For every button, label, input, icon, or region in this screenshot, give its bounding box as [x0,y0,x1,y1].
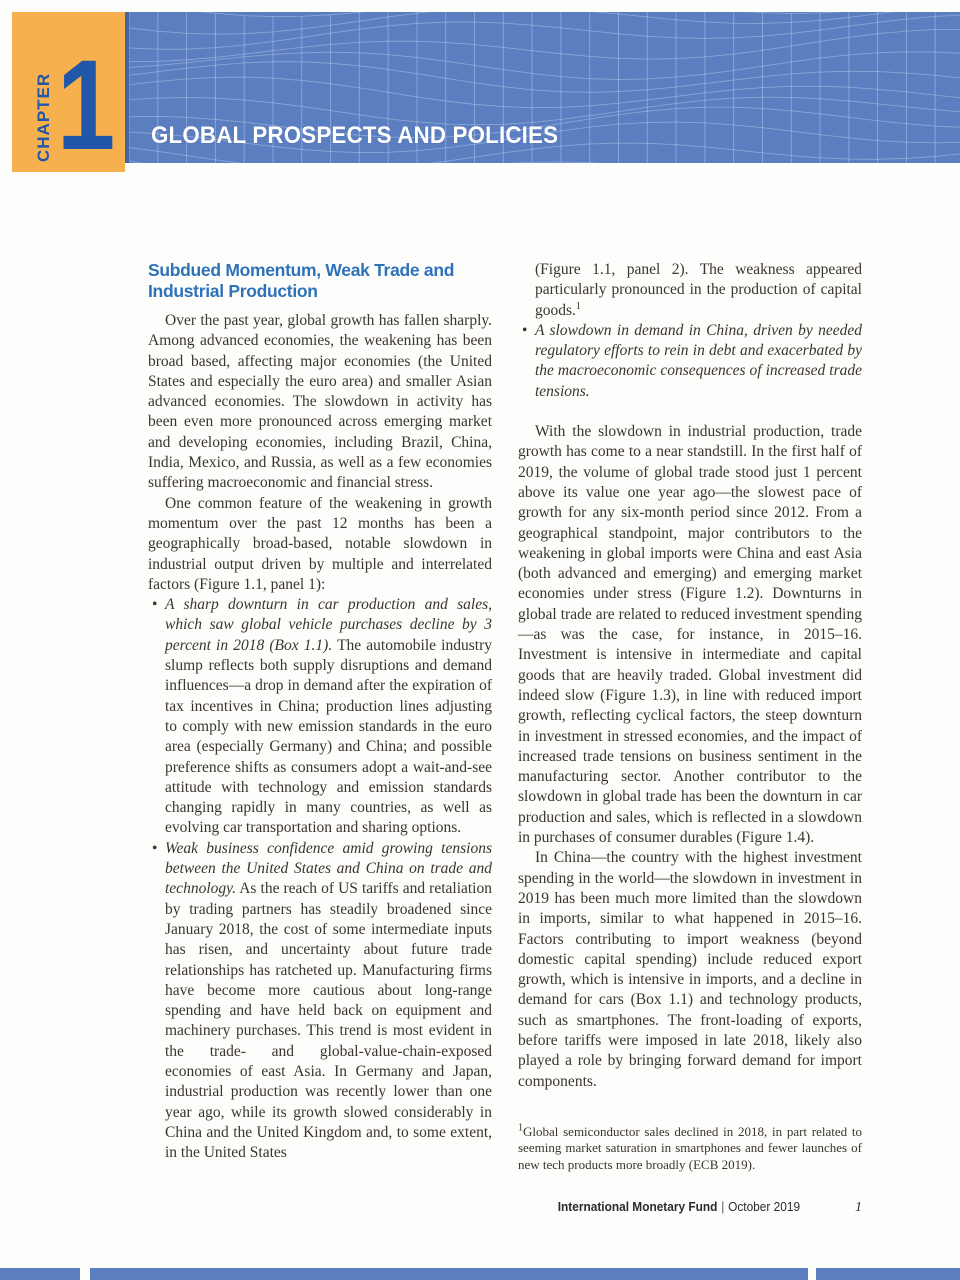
paragraph: One common feature of the weakening in growth momentum over the past 12 months has been a geographically broad-based, notable slowdown in industrial output driven by multiple and interrelated factors (Figure 1.1, panel 1): [148,494,492,593]
bullet-item [518,321,862,402]
publication-date: October 2019 [728,1200,800,1214]
chapter-title: GLOBAL PROSPECTS AND POLICIES [151,122,559,149]
bottom-rule-segment [0,1268,80,1280]
chapter-label: CHAPTER [34,72,53,162]
publisher-name: International Monetary Fund [557,1200,718,1214]
section-heading: Subdued Momentum, Weak Trade and Industrial Production [148,260,455,301]
bottom-rule-segment [90,1268,808,1280]
left-column [148,260,492,1173]
publisher-line [558,1200,800,1214]
footnote-marker: 1 [518,1122,523,1134]
page-body [148,260,862,1173]
footer-separator: | [721,1200,725,1214]
chapter-banner [125,12,960,163]
chapter-number: 1 [56,34,115,177]
page-number: 1 [855,1200,862,1215]
paragraph: Over the past year, global growth has fallen sharply. Among advanced economies, the weakening has been broad based, affecting major economies (the United States and especially the euro area) and smaller Asian advanced economies. The slowdown in activity has been even more pronounced across emerging market and developing economies, including Brazil, China, India, Mexico, and Russia, as well as a few economies suffering macroeconomic and financial stress. [148,312,492,492]
bullet-lead-italic: A slowdown in demand in China, driven by needed regulatory efforts to rein in debt and exacerbated by the macroeconomic consequences of increased trade tensions. [535,321,862,400]
bottom-rule-segment [816,1268,960,1280]
bullet-item [148,839,492,1164]
paragraph: In China—the country with the highest investment spending in the world—the slowdown in investment in 2019 has been much more limited than the slowdown in imports, similar to what happened in 2015–16. Factors contributing to import weakness (beyond domestic capital spending) include reduced export growth, which is intensive in imports, and a decline in demand for cars (Box 1.1) and technology products, such as smartphones. The front-loading of exports, before tariffs were imposed in late 2018, likely also played a role by bringing forward demand for import components. [518,849,862,1090]
bullet-body-text: The automobile industry slump reflects both supply disruptions and demand influences—a drop in demand after the expiration of tax incentives in China; production lines adjusting to comply with new emission standards in the euro area (especially Germany) and China; and possible preference shifts as consumers adopt a wait-and-see attitude with technology and emission standards changing rapidly in many countries, as well as evolving car transportation and sharing options. [165,636,492,837]
bullet-continuation [535,260,862,321]
footnote-reference: 1 [575,300,581,312]
footnote [518,1124,862,1174]
bullet-item [148,595,492,839]
bullet-body-text: As the reach of US tariffs and retaliation by trading partners has steadily broadened since January 2018, the cost of some intermediate inputs has risen, and uncertainty about future trade relationships has ratcheted up. Manufacturing firms have become more cautious about long-range spending and have held back on equipment and machinery purchases. This trend is most evident in the trade- and global-value-chain-exposed economies of east Asia. In Germany and Japan, industrial production was recently lower than one year ago, while its growth slowed considerably in China and the United Kingdom and, to some extent, in the United States [165,880,492,1162]
bullet-lead-italic: A sharp downturn in car production and sales, which saw global vehicle purchases decline by 3 percent in 2018 (Box 1.1). [165,596,492,654]
chapter-tab [12,12,125,177]
bullet-lead-italic: Weak business confidence amid growing tensions between the United States and China on trade and technology. [165,839,492,898]
footnote-text: Global semiconductor sales declined in 2018, in part related to seeming market saturation in smartphones and fewer launches of new tech products more broadly (ECB 2019). [518,1123,862,1172]
right-column [518,260,862,1173]
paragraph: With the slowdown in industrial production, trade growth has come to a near standstill. In the first half of 2019, the volume of global trade stood just 1 percent above its value one year ago—the slowest pace of growth for any six-month period since 2012. From a geographical standpoint, major contributors to the weakening in global imports were China and east Asia (both advanced and emerging) and emerging market economies under stress (Figure 1.2). Downturns in global trade are related to reduced investment spending—as was the case, for instance, in 2015–16. Investment is intensive in intermediate and capital goods that are heavily traded. Global investment did indeed slow (Figure 1.3), in line with reduced import growth, reflecting cyclical factors, the steep downturn in investment in stressed economies, and the impact of increased trade tensions on business sentiment in the manufacturing sector. Another contributor to the slowdown in global trade has been the downturn in car production and sales, which is reflected in a slowdown in purchases of consumer durables (Figure 1.4). [518,423,862,847]
continuation-text: (Figure 1.1, panel 2). The weakness appeared particularly pronounced in the production of capital goods. [535,261,862,319]
page-footer [0,1200,960,1220]
